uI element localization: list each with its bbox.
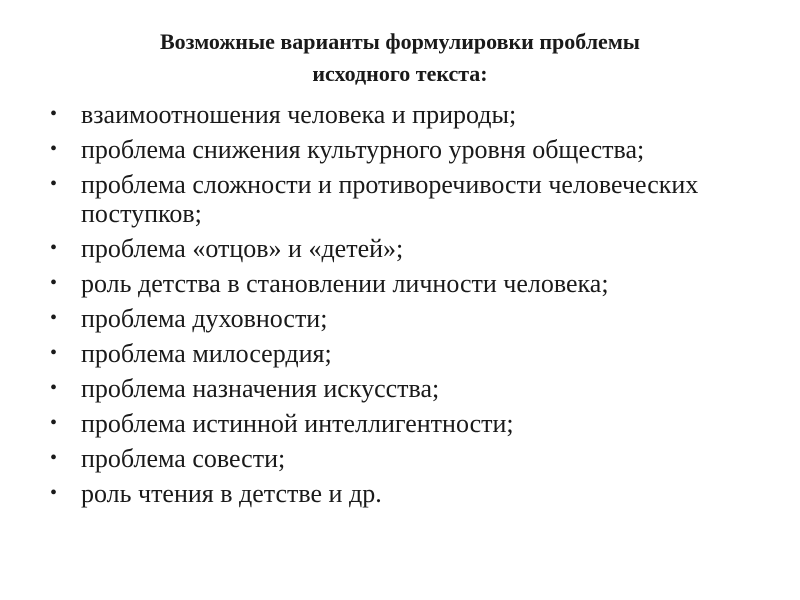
list-item-text: проблема милосердия; <box>81 339 332 368</box>
bullet-icon: • <box>50 482 58 504</box>
list-item <box>48 444 778 473</box>
list-item <box>48 135 778 164</box>
list-item <box>48 339 778 368</box>
list-item <box>48 100 778 129</box>
bullet-list <box>48 100 778 514</box>
list-item <box>48 409 778 438</box>
list-item-text: проблема духовности; <box>81 304 328 333</box>
list-item <box>48 374 778 403</box>
list-item-text: проблема совести; <box>81 444 286 473</box>
bullet-icon: • <box>50 377 58 399</box>
list-item <box>48 269 778 298</box>
list-item-text: проблема снижения культурного уровня общества; <box>81 135 645 164</box>
bullet-icon: • <box>50 173 58 195</box>
slide-title-line-1: Возможные варианты формулировки проблемы <box>159 29 640 54</box>
list-item-text: проблема истинной интеллигентности; <box>81 409 514 438</box>
bullet-icon: • <box>50 103 58 125</box>
list-item <box>48 479 778 508</box>
list-item <box>48 170 778 228</box>
bullet-icon: • <box>50 412 58 434</box>
bullet-icon: • <box>50 342 58 364</box>
slide-title <box>0 26 800 90</box>
slide-title-line-2: исходного текста: <box>312 61 488 86</box>
bullet-icon: • <box>50 307 58 329</box>
bullet-icon: • <box>50 138 58 160</box>
bullet-icon: • <box>50 272 58 294</box>
list-item-text: взаимоотношения человека и природы; <box>81 100 517 129</box>
list-item-text: проблема «отцов» и «детей»; <box>81 234 404 263</box>
list-item-text: роль чтения в детстве и др. <box>81 479 382 508</box>
list-item <box>48 234 778 263</box>
list-item-text: проблема назначения искусства; <box>81 374 440 403</box>
list-item <box>48 304 778 333</box>
bullet-icon: • <box>50 447 58 469</box>
list-item-text: роль детства в становлении личности человека; <box>81 269 609 298</box>
list-item-text: проблема сложности и противоречивости человеческих поступков; <box>81 170 699 228</box>
bullet-icon: • <box>50 237 58 259</box>
